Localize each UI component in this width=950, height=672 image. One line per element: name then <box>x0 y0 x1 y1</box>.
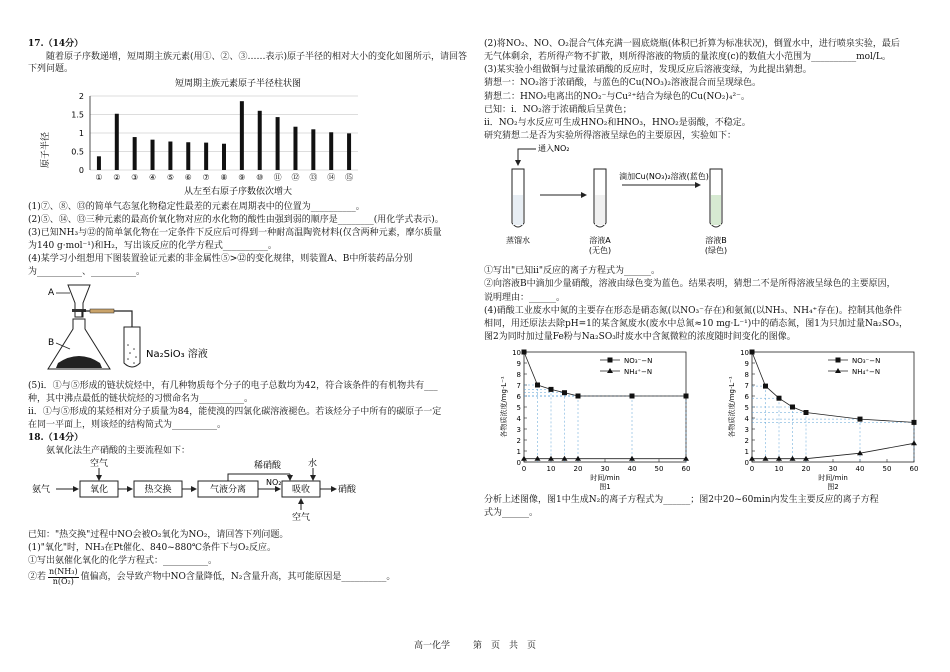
bar <box>97 157 101 171</box>
data-point-square <box>777 396 782 401</box>
bar <box>133 137 137 170</box>
q18-header: 18.（14分） <box>28 433 84 444</box>
bar <box>240 102 244 171</box>
y-tick-label: 1 <box>516 448 521 457</box>
q17-1: (1)⑦、⑧、⑬的简单气态氢化物稳定性最差的元素在周期表中的位置为__________。 <box>28 201 365 212</box>
x-tick-label: ② <box>113 173 121 183</box>
x-tick-label: 20 <box>573 465 583 474</box>
flow-nitric: 硝酸 <box>338 485 357 496</box>
data-point-triangle <box>763 456 769 461</box>
x-tick-label: 40 <box>627 465 637 474</box>
data-point-square <box>763 384 768 389</box>
atomic-radius-bar-chart <box>28 76 470 196</box>
bar <box>151 140 155 170</box>
tube-connector <box>90 309 114 313</box>
data-point-square <box>684 394 689 399</box>
r2b: 说明理由：______。 <box>484 292 566 303</box>
q17-4b: 为__________、__________。 <box>28 267 146 278</box>
q18-intro: 氨氧化法生产硝酸的主要流程如下： <box>46 446 191 457</box>
analysis-1: 分析上述图像，图1中生成N₂的离子方程式为______；图2中20~60min内发生主要反应的离子方程 <box>484 495 879 506</box>
footer-subject: 高一化学 <box>414 641 451 651</box>
x-tick-label: ⑦ <box>202 173 210 183</box>
tube3-label: 溶液B <box>705 236 727 246</box>
y-tick-label: 2 <box>744 437 749 446</box>
flow-air: 空气 <box>89 459 109 470</box>
separatory-funnel <box>68 285 90 317</box>
figure-caption: 图2 <box>827 483 839 492</box>
y-tick-label: 9 <box>744 360 749 369</box>
q18-3: (3)某实验小组做铜与过量浓硝酸的反应时，发现反应后溶液变绿，为此提出猜想。 <box>484 65 812 76</box>
q17-intro: 随着原子序数递增，短周期主族元素(用①、②、③……表示)原子半径的相对大小的变化如图所示，请回答下列问题。 <box>28 52 468 75</box>
y-tick-label: 2 <box>78 92 84 102</box>
q18-2a: (2)将NO₂、NO、O₂混合气体充满一圆底烧瓶(体积已折算为标准状况)，倒置水中，进行喷泉实验，最后 <box>484 39 900 49</box>
flow-oxidize: 氧化 <box>89 485 109 496</box>
q17-5d: 在同一平面上，则该烃的结构简式为__________。 <box>28 419 227 430</box>
y-tick-label: 5 <box>516 404 521 413</box>
x-tick-label: ⑨ <box>238 173 246 183</box>
chart-ylabel: 原子半径 <box>41 132 51 169</box>
q18-1b <box>28 568 470 587</box>
y-tick-label: 4 <box>516 415 521 424</box>
y-tick-label: 4 <box>744 415 749 424</box>
data-point-square <box>912 420 917 425</box>
bar <box>115 114 119 170</box>
data-point-triangle <box>629 456 635 461</box>
y-tick-label: 10 <box>740 349 749 358</box>
q18-4c: 图2为同时加过量Fe粉与Na₂SO₃时废水中含氮微粒的浓度随时间变化的图像。 <box>484 331 796 342</box>
fraction-top: n(NH₃) <box>49 566 78 576</box>
y-tick-label: 1 <box>744 448 749 457</box>
legend-label: NO₃⁻−N <box>852 357 881 366</box>
q18-1a: ①写出氨催化氧化的化学方程式：__________。 <box>28 555 218 566</box>
flow-water: 水 <box>308 459 318 470</box>
legend-marker <box>607 368 613 373</box>
process-flow-diagram <box>28 458 470 524</box>
y-axis-label: 各物质浓度/mg·L⁻¹ <box>500 376 508 438</box>
y-tick-label: 10 <box>512 349 521 358</box>
study-line: 研究猜想二是否为实验所得溶液呈绿色的主要原因，实验如下： <box>484 130 737 141</box>
q18-1b-post: 值偏高，会导致产物中NO含量降低，N₂含量升高，其可能原因是__________。 <box>80 572 396 583</box>
y-tick-label: 3 <box>516 426 521 435</box>
label-b: B <box>48 338 55 349</box>
r2a: ②向溶液B中滴加少量硝酸，溶液由绿色变为蓝色。结果表明，猜想二不是所得溶液呈绿色的主要原因， <box>484 279 896 290</box>
y-tick-label: 0 <box>516 459 521 468</box>
bar <box>276 118 280 171</box>
fraction-bottom: n(O₂) <box>52 576 74 586</box>
q18-known: 已知："热交换"过程中NO会被O₂氧化为NO₂，请回答下列问题。 <box>28 529 289 540</box>
legend-marker <box>835 368 841 373</box>
x-tick-label: 20 <box>801 465 811 474</box>
q18-4a: (4)硝酸工业废水中氮的主要存在形态是硝态氮(以NO₃⁻存在)和氨氮(以NH₃、NH₄⁺存在)。控制其他条件 <box>484 305 902 316</box>
x-tick-label: 60 <box>681 465 691 474</box>
data-point-square <box>630 394 635 399</box>
x-axis-label: 时间/min <box>818 474 848 483</box>
y-tick-label: 1.5 <box>71 110 84 120</box>
label-a: A <box>48 288 55 299</box>
x-tick-label: 50 <box>654 465 664 474</box>
x-tick-label: 60 <box>909 465 919 474</box>
legend-label: NO₃⁻−N <box>624 357 653 366</box>
r1: ①写出"已知ii"反应的离子方程式为______。 <box>484 266 661 277</box>
line-charts <box>484 344 924 494</box>
y-tick-label: 7 <box>516 382 521 391</box>
data-point-triangle <box>776 456 782 461</box>
x-tick-label: 10 <box>546 465 556 474</box>
x-tick-label: 40 <box>855 465 865 474</box>
y-tick-label: 8 <box>516 371 521 380</box>
data-point-triangle <box>548 456 554 461</box>
guess-2: 猜想二：HNO₂电离出的NO₂⁻与Cu²⁺结合为绿色的Cu(NO₂)₄²⁻。 <box>484 91 750 102</box>
tube2-label: 溶液A <box>589 236 611 246</box>
data-point-triangle <box>575 456 581 461</box>
x-tick-label: ① <box>95 173 103 183</box>
legend-marker <box>836 358 841 363</box>
test-tube <box>124 327 140 367</box>
data-point-triangle <box>521 456 527 461</box>
q17-3b: 为140 g·mol⁻¹)和H₂，写出该反应的化学方程式__________。 <box>28 240 277 251</box>
x-tick-label: 0 <box>521 465 527 474</box>
y-tick-label: 9 <box>516 360 521 369</box>
pass-no2-label: 通入NO₂ <box>538 144 570 154</box>
q17-5a: (5)i．①与⑤形成的链状烷烃中，有几种物质每个分子的电子总数均为42，符合该条件的有机物共有___ <box>28 380 438 391</box>
y-tick-label: 0 <box>78 166 84 176</box>
x-tick-label: 30 <box>600 465 610 474</box>
data-point-triangle <box>562 456 568 461</box>
y-tick-label: 3 <box>744 426 749 435</box>
x-tick-label: ⑮ <box>345 173 354 183</box>
q17-header: 17.（14分） <box>28 39 84 49</box>
data-point-square <box>535 383 540 388</box>
data-point-square <box>576 394 581 399</box>
q17-3a: (3)已知NH₃与⑫的简单氯化物在一定条件下反应后可得到一种耐高温陶瓷材料(仅含两种元素，摩尔质量 <box>28 227 442 238</box>
x-tick-label: ⑥ <box>184 173 192 183</box>
tube3-sub: (绿色) <box>704 246 728 256</box>
q18-1: (1)"氧化"时，NH₃在Pt催化、840~880℃条件下与O₂反应。 <box>28 542 276 553</box>
bar <box>311 130 315 171</box>
series-line <box>752 352 914 422</box>
flow-dilute: 稀硝酸 <box>254 461 282 472</box>
data-point-triangle <box>911 440 917 445</box>
data-point-triangle <box>535 456 541 461</box>
x-tick-label: 30 <box>828 465 838 474</box>
data-point-square <box>522 350 527 355</box>
flow-exchange: 热交换 <box>144 485 172 496</box>
na2sio3-label: Na₂SiO₃ 溶液 <box>146 349 208 361</box>
flow-no2: NO₂ <box>266 478 282 488</box>
data-point-square <box>858 417 863 422</box>
q17-5b: 种，其中沸点最低的链状烷烃的习惯命名为__________。 <box>28 393 254 404</box>
x-tick-label: ⑤ <box>166 173 174 183</box>
y-tick-label: 6 <box>744 393 749 402</box>
left-column <box>28 38 470 588</box>
legend-label: NH₄⁺−N <box>624 368 653 377</box>
q18-1b-pre: ②若 <box>28 572 47 583</box>
chart-xlabel: 从左至右原子序数依次增大 <box>183 187 293 197</box>
q18-2b: 无气体剩余，若所得产物不扩散，则所得溶液的物质的量浓度(c)的数值大小范围为__________mol/L。 <box>484 52 891 63</box>
y-tick-label: 2 <box>516 437 521 446</box>
tube2-sub: (无色) <box>588 246 612 256</box>
bar <box>168 142 172 170</box>
y-tick-label: 6 <box>516 393 521 402</box>
guess-1: 猜想一：NO₂溶于浓硝酸，与蓝色的Cu(NO₃)₂溶液混合而呈现绿色。 <box>484 78 762 89</box>
bar <box>186 143 190 171</box>
bar <box>258 111 262 170</box>
y-tick-label: 0 <box>744 459 749 468</box>
q17-4a: (4)某学习小组想用下图装置验证元素的非金属性⑤>⑫的变化规律，则装置A、B中所装药品分别 <box>28 254 413 265</box>
data-point-triangle <box>790 456 796 461</box>
apparatus-diagram <box>28 279 470 375</box>
data-point-square <box>549 387 554 392</box>
legend-label: NH₄⁺−N <box>852 368 881 377</box>
x-tick-label: ⑭ <box>327 173 336 183</box>
known-2: ii．NO₂与水反应可生成HNO₂和HNO₃，HNO₂是弱酸，不稳定。 <box>484 117 751 128</box>
x-tick-label: ⑫ <box>291 173 300 183</box>
chart-title: 短周期主族元素原子半径柱状图 <box>174 79 302 90</box>
x-tick-label: 0 <box>749 465 755 474</box>
q17-5c: ii．①与⑤形成的某烃相对分子质量为84，能使溴的四氯化碳溶液褪色。若该烃分子中所有的碳原子一定 <box>28 406 442 417</box>
known-1: 已知：i．NO₂溶于浓硝酸后呈黄色； <box>484 104 632 115</box>
bar <box>329 133 333 171</box>
q17-2: (2)⑤、⑭、⑬三种元素的最高价氧化物对应的水化物的酸性由强到弱的顺序是________(用化学式表示)。 <box>28 214 444 225</box>
series-line <box>752 443 914 458</box>
x-tick-label: ⑬ <box>309 173 318 183</box>
data-point-triangle <box>683 456 689 461</box>
fraction <box>48 568 79 587</box>
tube1-label: 蒸馏水 <box>506 236 530 246</box>
flow-separate: 气液分离 <box>209 485 247 496</box>
plot-frame <box>524 352 686 462</box>
analysis-2: 式为______。 <box>484 508 539 519</box>
y-tick-label: 8 <box>744 371 749 380</box>
flow-ammonia: 氨气 <box>32 485 51 496</box>
bar <box>347 134 351 171</box>
flow-absorb: 吸收 <box>291 485 311 496</box>
x-tick-label: ⑪ <box>273 173 282 183</box>
flow-air2: 空气 <box>291 513 311 524</box>
x-tick-label: ③ <box>131 173 139 183</box>
footer-page: 第 页 共 页 <box>472 641 536 651</box>
data-point-square <box>804 410 809 415</box>
x-tick-label: ⑩ <box>256 173 264 183</box>
test-tube-experiment <box>484 143 924 261</box>
add-label: 滴加Cu(NO₃)₂溶液(蓝色) <box>619 172 709 182</box>
figure-2-chart <box>712 344 924 494</box>
x-tick-label: ④ <box>148 173 157 183</box>
y-axis-label: 各物质浓度/mg·L⁻¹ <box>728 376 736 438</box>
q18-4b: 相同，用还原法去除pH=1的某含氮废水(废水中总氮≈10 mg·L⁻¹)中的硝态氮，图1为只加过量Na₂SO₃， <box>484 318 908 329</box>
bar <box>204 143 208 170</box>
x-tick-label: ⑧ <box>220 173 228 183</box>
x-axis-label: 时间/min <box>590 474 620 483</box>
bar <box>293 127 297 170</box>
data-point-square <box>562 390 567 395</box>
data-point-square <box>790 405 795 410</box>
y-tick-label: 1 <box>78 129 84 139</box>
data-point-square <box>750 350 755 355</box>
legend-marker <box>608 358 613 363</box>
y-tick-label: 0.5 <box>71 147 84 157</box>
x-tick-label: 10 <box>774 465 784 474</box>
bar <box>222 144 226 170</box>
data-point-triangle <box>749 456 755 461</box>
right-column <box>484 38 924 520</box>
page-footer <box>0 640 950 652</box>
y-tick-label: 7 <box>744 382 749 391</box>
x-tick-label: 50 <box>882 465 892 474</box>
figure-1-chart <box>484 344 696 494</box>
figure-caption: 图1 <box>599 483 611 492</box>
y-tick-label: 5 <box>744 404 749 413</box>
